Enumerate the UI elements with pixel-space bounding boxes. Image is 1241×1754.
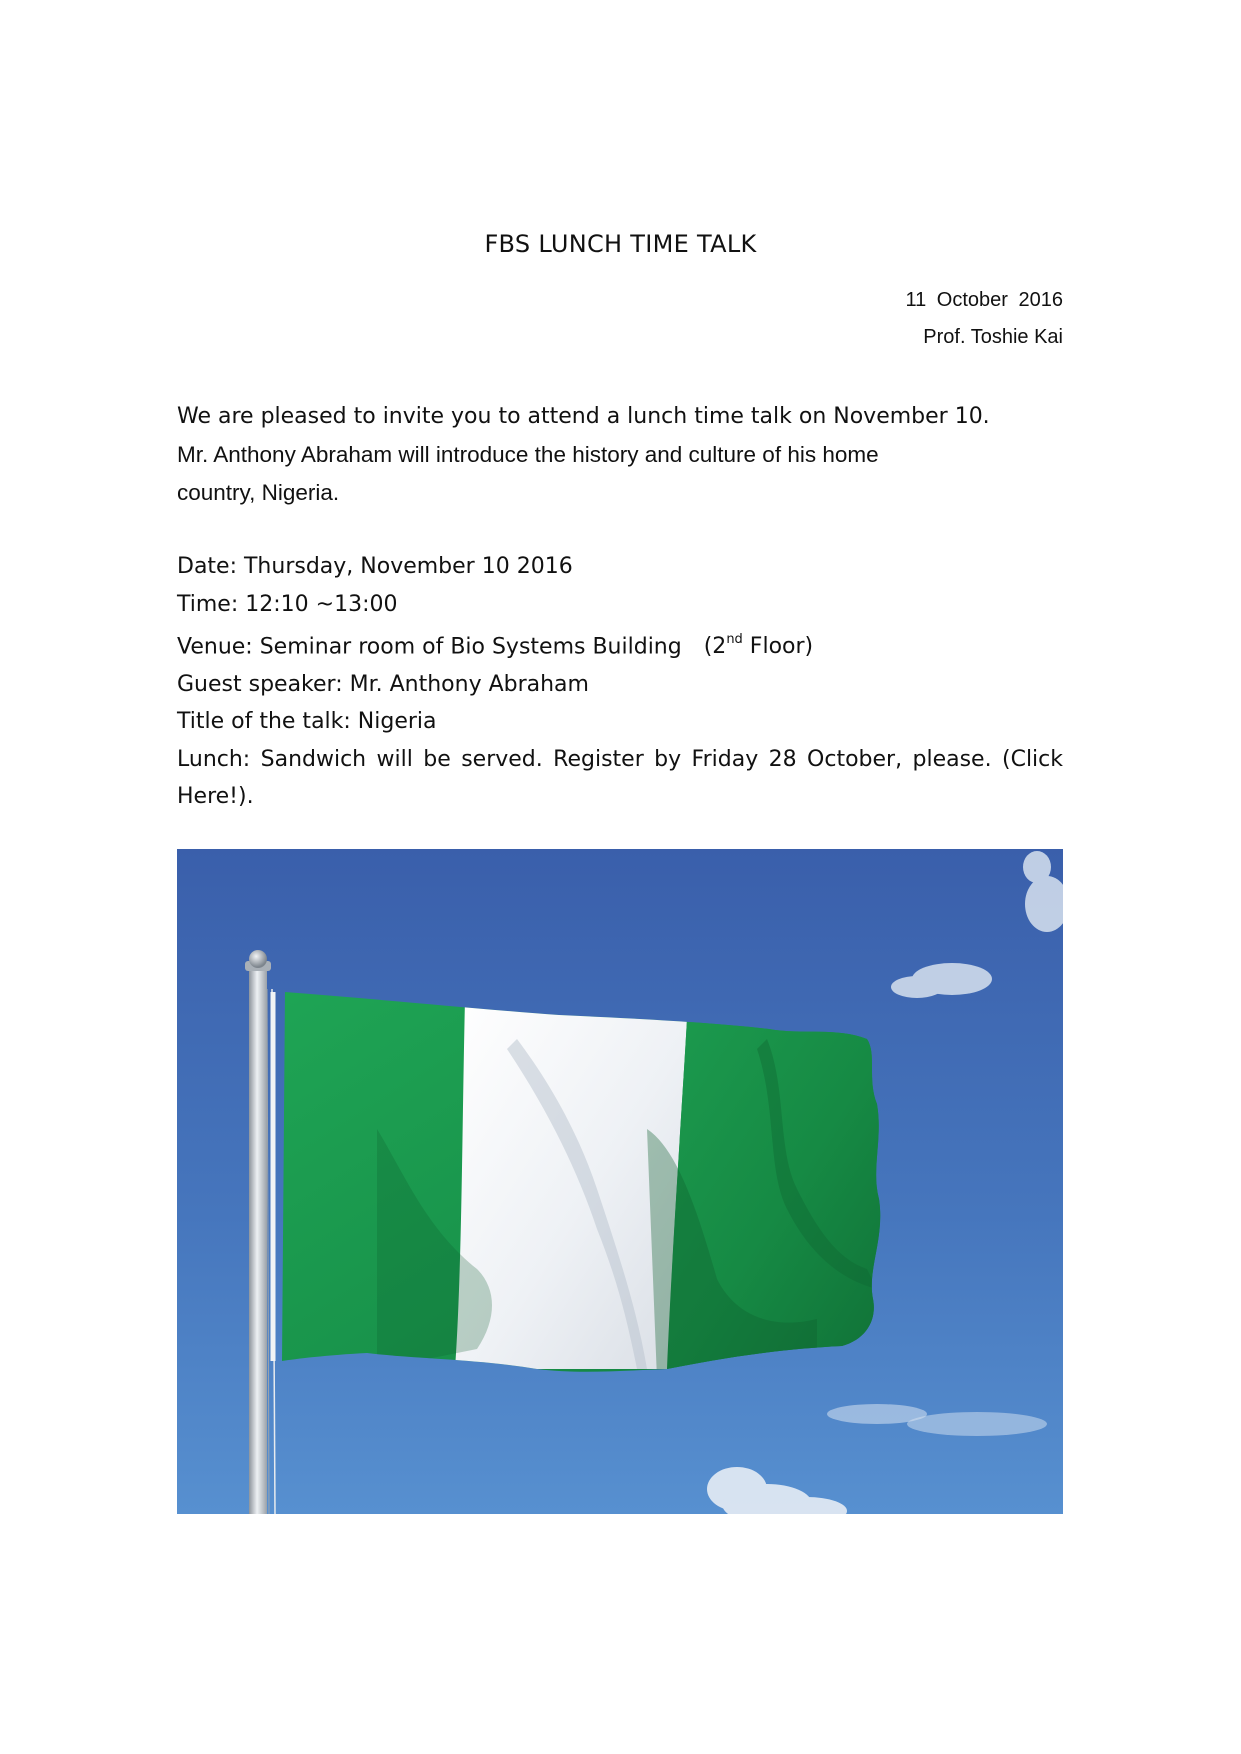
page-title: FBS LUNCH TIME TALK [484, 230, 757, 258]
venue-floor-open: (2 [703, 634, 727, 660]
venue-floor [704, 634, 813, 659]
event-talk-title: Title of the talk: Nigeria [177, 709, 437, 735]
event-lunch-register-link[interactable]: Lunch: Sandwich will be served. Register by Friday 28 October, please. (Click Here!). [177, 746, 1063, 810]
intro-line: We are pleased to invite you to attend a lunch time talk on November 10. [177, 404, 990, 429]
event-time: Time: 12:10 ~13:00 [177, 591, 398, 617]
event-speaker: Guest speaker: Mr. Anthony Abraham [177, 671, 589, 697]
venue-floor-sup: nd [726, 632, 743, 647]
nigeria-flag-image [177, 849, 1063, 1514]
document-author: Prof. Toshie Kai [923, 326, 1063, 348]
venue-floor-close: Floor) [742, 634, 814, 660]
document-date: 11 October 2016 [905, 289, 1063, 311]
nigeria-flag-photo [177, 849, 1063, 1514]
venue-text: Venue: Seminar room of Bio Systems Building [177, 634, 682, 660]
intro-line: country, Nigeria. [177, 480, 340, 505]
event-date: Date: Thursday, November 10 2016 [177, 554, 573, 579]
intro-paragraph [177, 398, 1067, 512]
intro-line: Mr. Anthony Abraham will introduce the history and culture of his home [177, 442, 879, 467]
event-venue [177, 623, 1063, 666]
event-details [177, 548, 1063, 816]
